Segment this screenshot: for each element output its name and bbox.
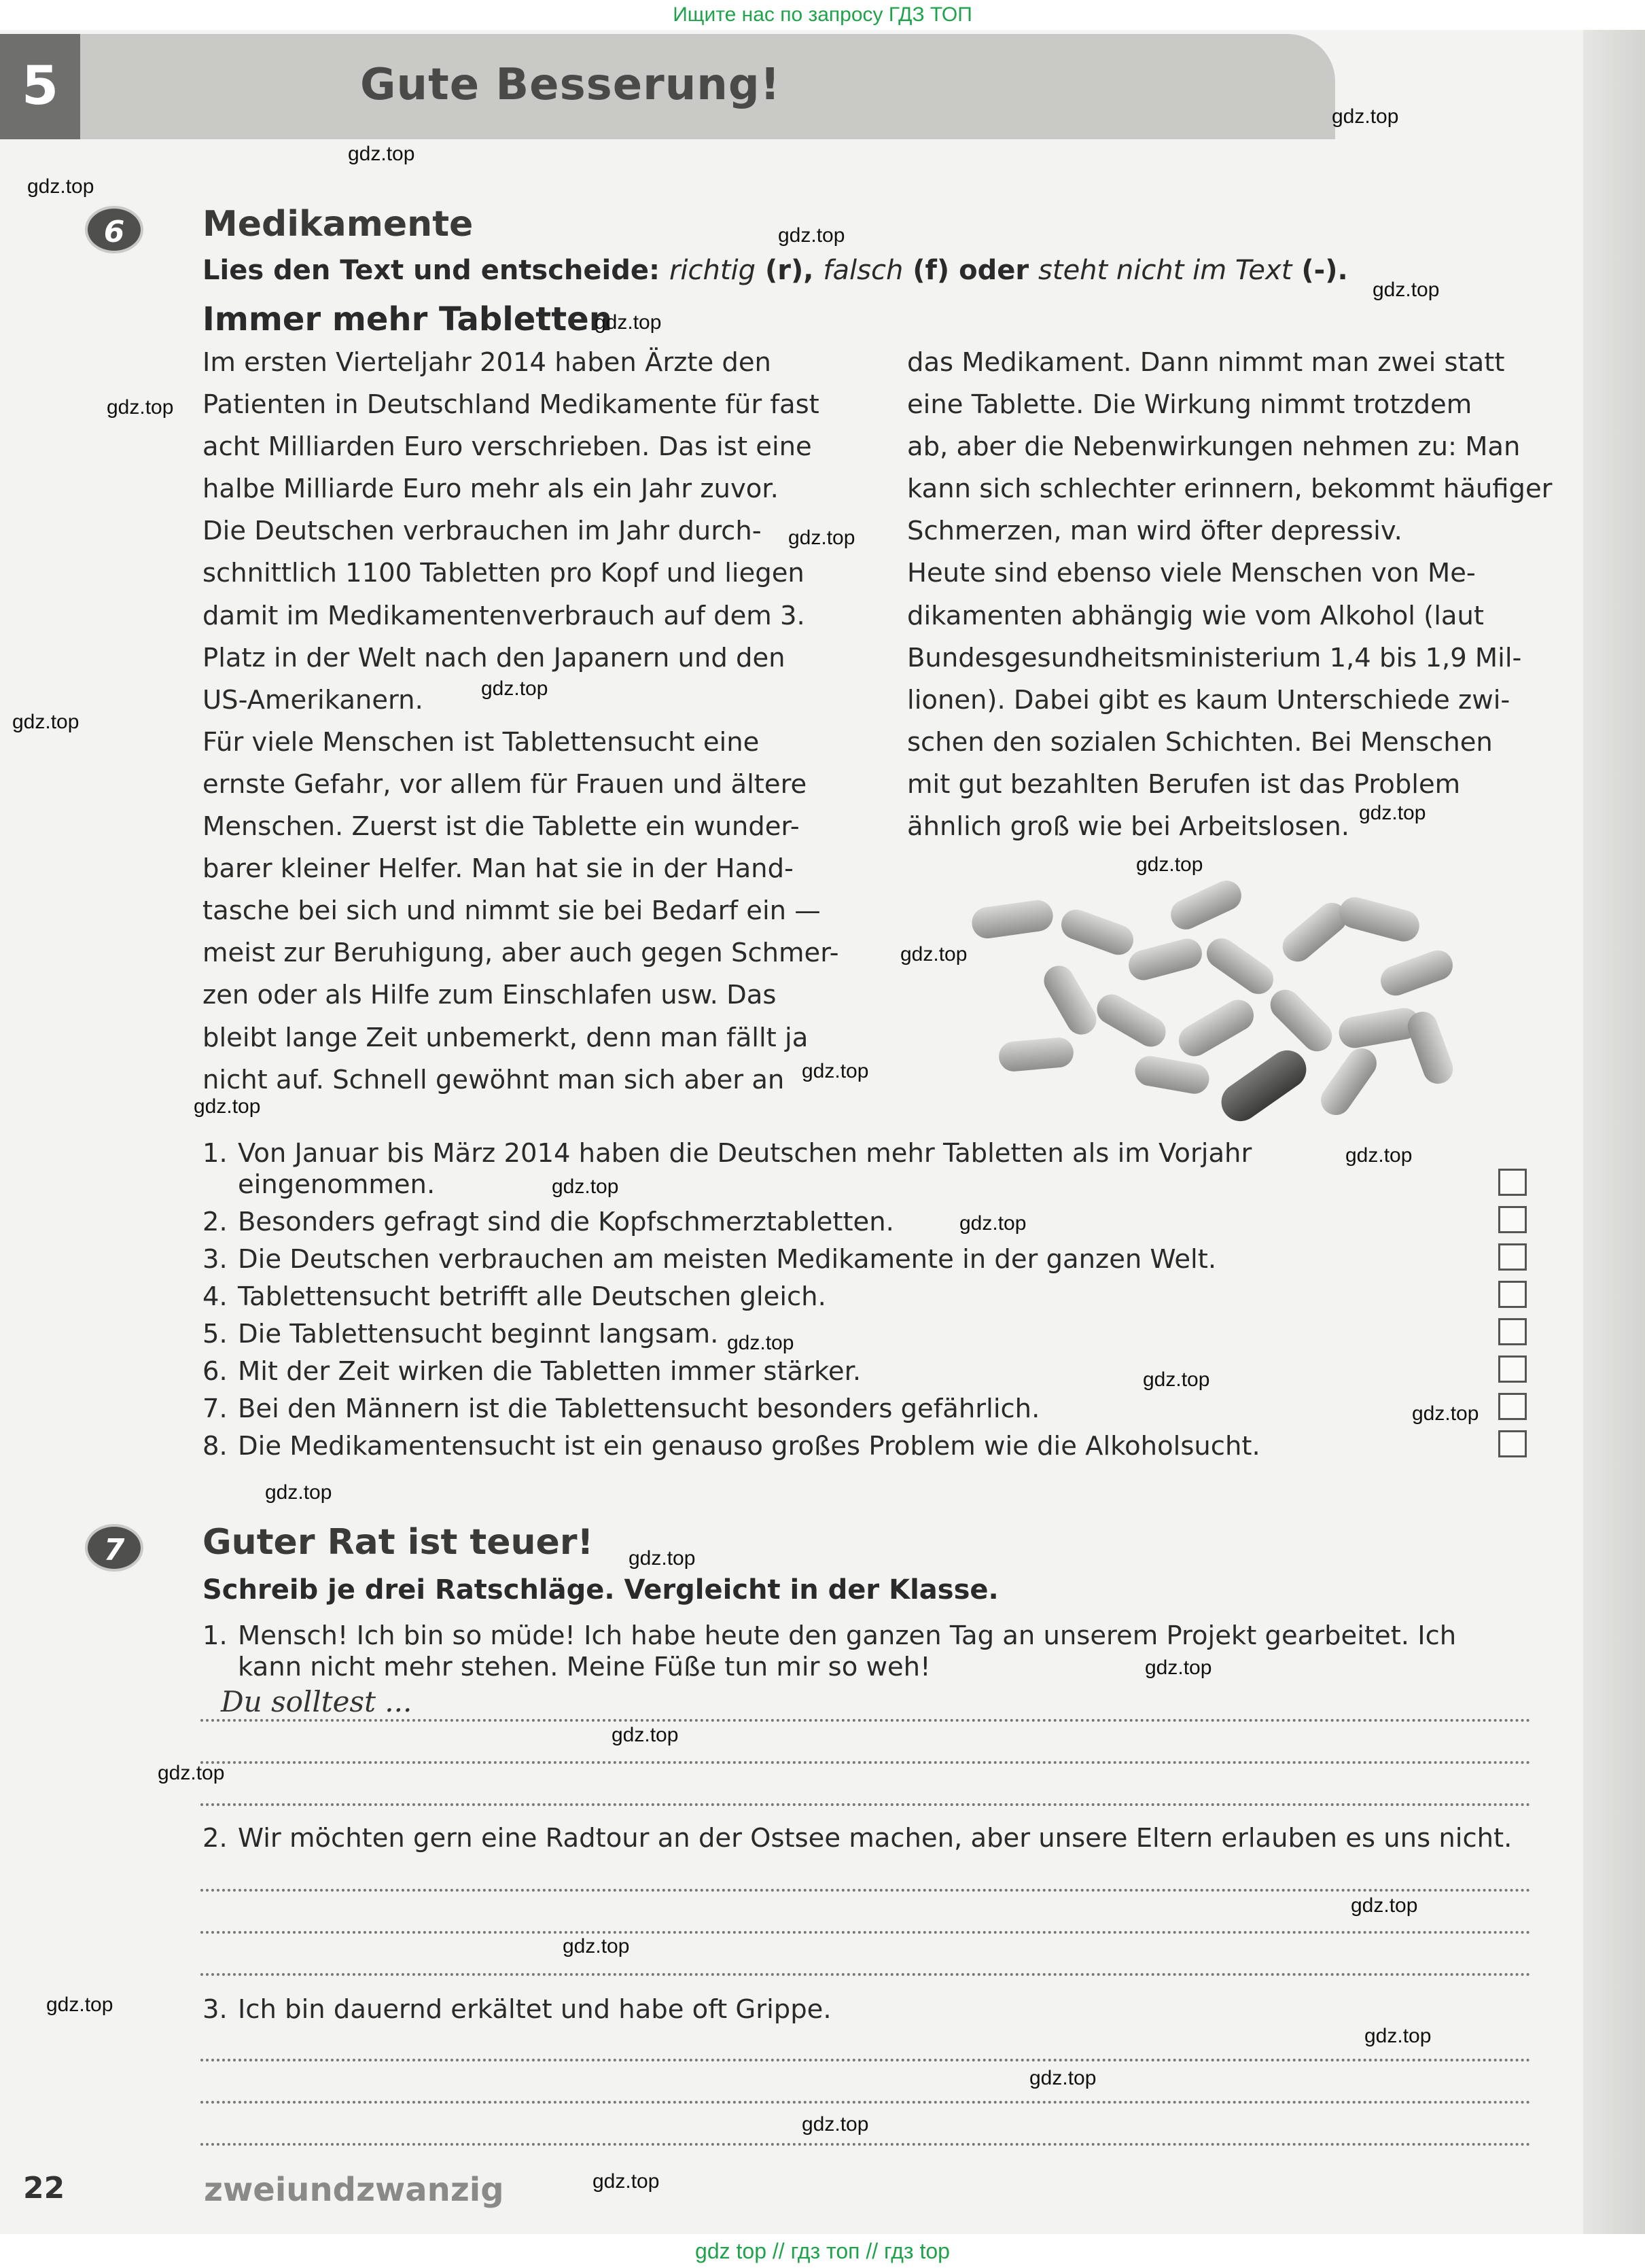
text-line: zen oder als Hilfe zum Einschlafen usw. Das — [202, 980, 777, 1011]
watermark: gdz.top — [629, 1547, 696, 1570]
statement-text: Die Medikamentensucht ist ein genauso großes Problem wie die Alkoholsucht. — [238, 1431, 1260, 1461]
answer-checkbox[interactable] — [1498, 1430, 1527, 1457]
text-line: tasche bei sich und nimmt sie bei Bedarf ein — — [202, 896, 821, 927]
text-line: kann sich schlechter erinnern, bekommt häufiger — [907, 474, 1553, 505]
statement-text: Besonders gefragt sind die Kopfschmerztabletten. — [238, 1207, 894, 1237]
text-line: Menschen. Zuerst ist die Tablette ein wunder- — [202, 811, 800, 843]
answer-line[interactable] — [200, 2059, 1531, 2061]
statement-number: 6. — [202, 1356, 228, 1387]
watermark: gdz.top — [12, 711, 79, 733]
answer-checkbox[interactable] — [1498, 1169, 1527, 1196]
chapter-title: Gute Besserung! — [360, 60, 781, 110]
text-line: damit im Medikamentenverbrauch auf dem 3. — [202, 600, 805, 631]
watermark: gdz.top — [592, 2170, 660, 2193]
answer-line[interactable] — [200, 1719, 1531, 1722]
watermark: gdz.top — [158, 1762, 225, 1784]
answer-checkbox[interactable] — [1498, 1356, 1527, 1383]
watermark: gdz.top — [802, 1060, 869, 1082]
watermark: gdz.top — [959, 1212, 1027, 1235]
watermark: gdz.top — [265, 1481, 332, 1504]
page-number: 22 — [23, 2171, 65, 2205]
answer-checkbox-column — [1498, 1169, 1527, 1468]
pills-illustration — [958, 876, 1481, 1128]
text-line: Platz in der Welt nach den Japanern und den — [202, 642, 785, 673]
watermark: gdz.top — [563, 1935, 630, 1957]
text-line: Patienten in Deutschland Medikamente für fast — [202, 389, 819, 421]
watermark: gdz.top — [481, 677, 548, 700]
text-line: ab, aber die Nebenwirkungen nehmen zu: Man — [907, 431, 1521, 463]
task-7-item-3: 3. Ich bin dauernd erkältet und habe oft Grippe. — [202, 1994, 832, 2025]
statement-item — [202, 1281, 1493, 1313]
handwritten-answer: Du solltest ... — [221, 1685, 412, 1718]
page-number-word: zweiundzwanzig — [204, 2171, 504, 2209]
answer-checkbox[interactable] — [1498, 1206, 1527, 1233]
text-line: nicht auf. Schnell gewöhnt man sich aber an — [202, 1064, 785, 1095]
text-line: schnittlich 1100 Tabletten pro Kopf und liegen — [202, 558, 804, 589]
watermark: gdz.top — [194, 1095, 261, 1118]
text-line: ernste Gefahr, vor allem für Frauen und ältere — [202, 768, 807, 800]
watermark: gdz.top — [1373, 279, 1440, 301]
statement-number: 4. — [202, 1281, 228, 1312]
watermark: gdz.top — [778, 224, 845, 247]
chapter-number: 5 — [21, 56, 59, 117]
watermark: gdz.top — [1029, 2067, 1097, 2089]
text-line: dikamenten abhängig wie vom Alkohol (laut — [907, 600, 1484, 631]
watermark: gdz.top — [595, 311, 662, 334]
statement-number: 7. — [202, 1394, 228, 1424]
answer-line[interactable] — [200, 2101, 1531, 2104]
watermark: gdz.top — [1145, 1656, 1212, 1679]
text-line: eine Tablette. Die Wirkung nimmt trotzdem — [907, 389, 1472, 421]
text-line: lionen). Dabei gibt es kaum Unterschiede zwi- — [907, 684, 1510, 715]
answer-checkbox[interactable] — [1498, 1318, 1527, 1345]
pill-capsules — [970, 876, 1457, 1128]
text-line: schen den sozialen Schichten. Bei Menschen — [907, 726, 1493, 758]
page-edge-shadow — [1583, 30, 1645, 2238]
text-line: Heute sind ebenso viele Menschen von Me- — [907, 558, 1476, 589]
watermark: gdz.top — [612, 1724, 679, 1746]
statement-number: 8. — [202, 1431, 228, 1461]
watermark: gdz.top — [900, 943, 968, 965]
text-column-right — [907, 342, 1573, 848]
watermark: gdz.top — [107, 396, 174, 419]
task-7-item-1: 1. Mensch! Ich bin so müde! Ich habe heute den ganzen Tag an unserem Projekt gearbeitet. Ich kann nicht mehr stehen. Meine Füße tun mir so weh! — [202, 1620, 1457, 1682]
top-banner: Ищите нас по запросу ГДЗ ТОП — [0, 0, 1645, 30]
watermark: gdz.top — [727, 1332, 794, 1354]
text-line: bleibt lange Zeit unbemerkt, denn man fällt ja — [202, 1022, 809, 1053]
text-column-left — [202, 342, 848, 1101]
text-line: Die Deutschen verbrauchen im Jahr durch- — [202, 516, 762, 547]
answer-line[interactable] — [200, 1803, 1531, 1806]
answer-checkbox[interactable] — [1498, 1281, 1527, 1308]
statement-item — [202, 1394, 1493, 1425]
text-line: Im ersten Vierteljahr 2014 haben Ärzte den — [202, 347, 771, 378]
watermark: gdz.top — [802, 2113, 869, 2136]
watermark: gdz.top — [46, 1994, 113, 2016]
task-7-instruction: Schreib je drei Ratschläge. Vergleicht in der Klasse. — [202, 1574, 999, 1606]
text-line: ähnlich groß wie bei Arbeitslosen. — [907, 811, 1350, 843]
text-line: Für viele Menschen ist Tablettensucht eine — [202, 726, 760, 758]
answer-line[interactable] — [200, 1931, 1531, 1934]
answer-line[interactable] — [200, 2143, 1531, 2146]
task-7-number-badge: 7 — [85, 1524, 143, 1572]
task-7-item-2: 2. Wir möchten gern eine Radtour an der Ostsee machen, aber unsere Eltern erlauben es uns nicht. — [202, 1823, 1513, 1854]
watermark: gdz.top — [27, 175, 94, 198]
statement-text-continued: eingenommen. — [238, 1169, 436, 1200]
statement-item — [202, 1244, 1493, 1275]
statement-text: Die Tablettensucht beginnt langsam. — [238, 1319, 719, 1349]
text-line: mit gut bezahlten Berufen ist das Problem — [907, 768, 1461, 800]
answer-checkbox[interactable] — [1498, 1393, 1527, 1420]
text-line: meist zur Beruhigung, aber auch gegen Schmer- — [202, 938, 839, 969]
text-line: Bundesgesundheitsministerium 1,4 bis 1,9 Mil- — [907, 642, 1522, 673]
statement-number: 3. — [202, 1244, 228, 1275]
task-7-title: Guter Rat ist teuer! — [202, 1522, 594, 1563]
answer-line[interactable] — [200, 1973, 1531, 1976]
answer-line[interactable] — [200, 1889, 1531, 1892]
statement-item — [202, 1431, 1493, 1462]
statement-text: Tablettensucht betrifft alle Deutschen gleich. — [238, 1281, 826, 1312]
statement-text: Mit der Zeit wirken die Tabletten immer stärker. — [238, 1356, 862, 1387]
task-6-instruction: Lies den Text und entscheide: richtig (r), falsch (f) oder steht nicht im Text (-). — [202, 255, 1348, 286]
watermark: gdz.top — [1364, 2025, 1432, 2047]
task-6-title: Medikamente — [202, 204, 474, 245]
statement-text: Von Januar bis März 2014 haben die Deutschen mehr Tabletten als im Vorjahr — [238, 1138, 1252, 1169]
statement-item — [202, 1138, 1493, 1201]
text-line: acht Milliarden Euro verschrieben. Das ist eine — [202, 431, 812, 463]
watermark: gdz.top — [552, 1175, 619, 1198]
watermark: gdz.top — [1359, 802, 1426, 824]
task-6-number-badge: 6 — [85, 206, 143, 253]
answer-checkbox[interactable] — [1498, 1243, 1527, 1271]
watermark: gdz.top — [788, 527, 855, 549]
text-title: Immer mehr Tabletten — [202, 300, 612, 338]
text-line: das Medikament. Dann nimmt man zwei statt — [907, 347, 1505, 378]
watermark: gdz.top — [1136, 853, 1203, 876]
statement-number: 5. — [202, 1319, 228, 1349]
statement-item — [202, 1207, 1493, 1238]
statement-text: Die Deutschen verbrauchen am meisten Medikamente in der ganzen Welt. — [238, 1244, 1217, 1275]
text-line: US-Amerikanern. — [202, 684, 423, 715]
statement-number: 1. — [202, 1138, 228, 1169]
answer-line[interactable] — [200, 1761, 1531, 1764]
statement-item — [202, 1319, 1493, 1350]
watermark: gdz.top — [1412, 1402, 1479, 1425]
statement-text: Bei den Männern ist die Tablettensucht besonders gefährlich. — [238, 1394, 1040, 1424]
watermark: gdz.top — [1143, 1368, 1210, 1391]
text-line: barer kleiner Helfer. Man hat sie in der Hand- — [202, 853, 794, 885]
watermark: gdz.top — [1351, 1894, 1418, 1917]
text-line: halbe Milliarde Euro mehr als ein Jahr zuvor. — [202, 474, 779, 505]
text-line: Schmerzen, man wird öfter depressiv. — [907, 516, 1402, 547]
statement-item — [202, 1356, 1493, 1387]
watermark: gdz.top — [1332, 105, 1399, 128]
watermark: gdz.top — [1345, 1144, 1413, 1167]
statement-list — [202, 1138, 1493, 1468]
watermark: gdz.top — [348, 143, 415, 165]
bottom-banner: gdz top // гдз топ // гдз top — [0, 2234, 1645, 2268]
statement-number: 2. — [202, 1207, 228, 1237]
